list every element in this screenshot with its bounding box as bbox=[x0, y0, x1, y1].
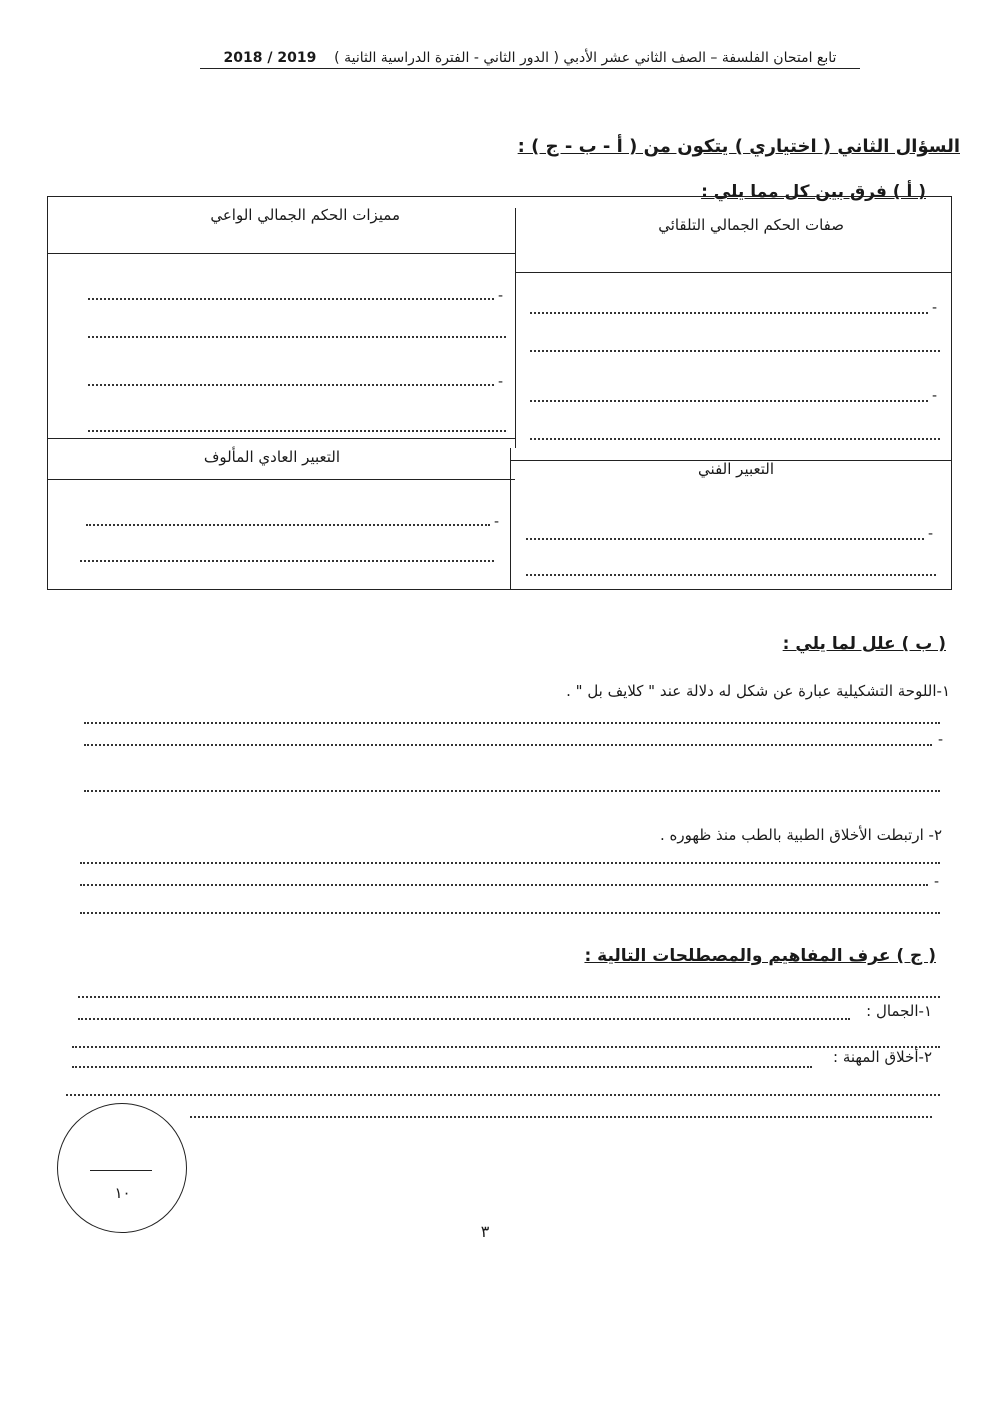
header-text: تابع امتحان الفلسفة – الصف الثاني عشر الأدبي ( الدور الثاني - الفترة الدراسية الثانية ) bbox=[334, 50, 837, 66]
part-c-term-1: ١-الجمال : bbox=[866, 1002, 932, 1020]
part-a-title: ( أ ) فرق بين كل مما يلي : bbox=[701, 182, 926, 202]
part-c-title: ( ج ) عرف المفاهيم والمصطلحات التالية : bbox=[584, 946, 936, 966]
answer-dash: - bbox=[498, 374, 504, 390]
header-conscious-judgment: مميزات الحكم الجمالي الواعي bbox=[210, 206, 400, 224]
answer-line[interactable] bbox=[530, 312, 928, 314]
answer-line[interactable] bbox=[78, 1018, 850, 1020]
grade-fraction-line bbox=[90, 1170, 152, 1171]
header-artistic-expression: التعبير الفني bbox=[698, 460, 774, 478]
answer-line[interactable] bbox=[530, 438, 940, 440]
answer-line[interactable] bbox=[88, 298, 494, 300]
answer-dash: - bbox=[932, 388, 938, 404]
table-divider bbox=[515, 272, 952, 273]
answer-line[interactable] bbox=[78, 996, 940, 998]
grade-value: ١٠ bbox=[114, 1184, 131, 1202]
answer-dash: - bbox=[498, 288, 504, 304]
answer-line[interactable] bbox=[526, 574, 936, 576]
answer-dash: - bbox=[494, 514, 500, 530]
part-b-question-1: ١-اللوحة التشكيلية عبارة عن شكل له دلالة عند " كلايف بل " . bbox=[566, 682, 950, 700]
answer-line[interactable] bbox=[88, 336, 506, 338]
answer-line[interactable] bbox=[80, 560, 494, 562]
answer-line[interactable] bbox=[84, 744, 932, 746]
answer-line[interactable] bbox=[84, 790, 940, 792]
question-title: السؤال الثاني ( اختياري ) يتكون من ( أ - ب - ج ) : bbox=[517, 136, 960, 157]
answer-line[interactable] bbox=[530, 400, 928, 402]
part-b-title: ( ب ) علل لما يلي : bbox=[782, 634, 946, 654]
answer-line[interactable] bbox=[80, 912, 940, 914]
part-c-term-2: ٢-أخلاق المهنة : bbox=[833, 1048, 932, 1066]
table-divider bbox=[515, 208, 516, 448]
comparison-table bbox=[47, 196, 952, 590]
answer-line[interactable] bbox=[88, 384, 494, 386]
answer-line[interactable] bbox=[88, 430, 506, 432]
header-ordinary-expression: التعبير العادي المألوف bbox=[203, 448, 340, 466]
table-divider bbox=[510, 448, 511, 590]
answer-line[interactable] bbox=[72, 1066, 812, 1068]
answer-line[interactable] bbox=[530, 350, 940, 352]
answer-line[interactable] bbox=[190, 1116, 932, 1118]
answer-dash: - bbox=[932, 300, 938, 316]
page-number: ٣ bbox=[480, 1222, 490, 1241]
answer-line[interactable] bbox=[72, 1046, 940, 1048]
part-b-question-2: ٢- ارتبطت الأخلاق الطبية بالطب منذ ظهوره . bbox=[660, 826, 942, 844]
answer-line[interactable] bbox=[80, 884, 928, 886]
answer-line[interactable] bbox=[66, 1094, 940, 1096]
table-divider bbox=[47, 479, 515, 480]
answer-dash: - bbox=[928, 526, 934, 542]
answer-line[interactable] bbox=[526, 538, 924, 540]
header-spontaneous-judgment: صفات الحكم الجمالي التلقائي bbox=[658, 216, 844, 234]
answer-line[interactable] bbox=[86, 524, 490, 526]
table-divider bbox=[47, 253, 515, 254]
answer-line[interactable] bbox=[80, 862, 940, 864]
exam-header bbox=[200, 50, 860, 69]
header-year: 2019 / 2018 bbox=[223, 50, 317, 66]
answer-line[interactable] bbox=[84, 722, 940, 724]
answer-dash: - bbox=[934, 874, 940, 890]
table-divider bbox=[47, 438, 515, 439]
grade-circle bbox=[57, 1103, 187, 1233]
answer-dash: - bbox=[938, 732, 944, 748]
